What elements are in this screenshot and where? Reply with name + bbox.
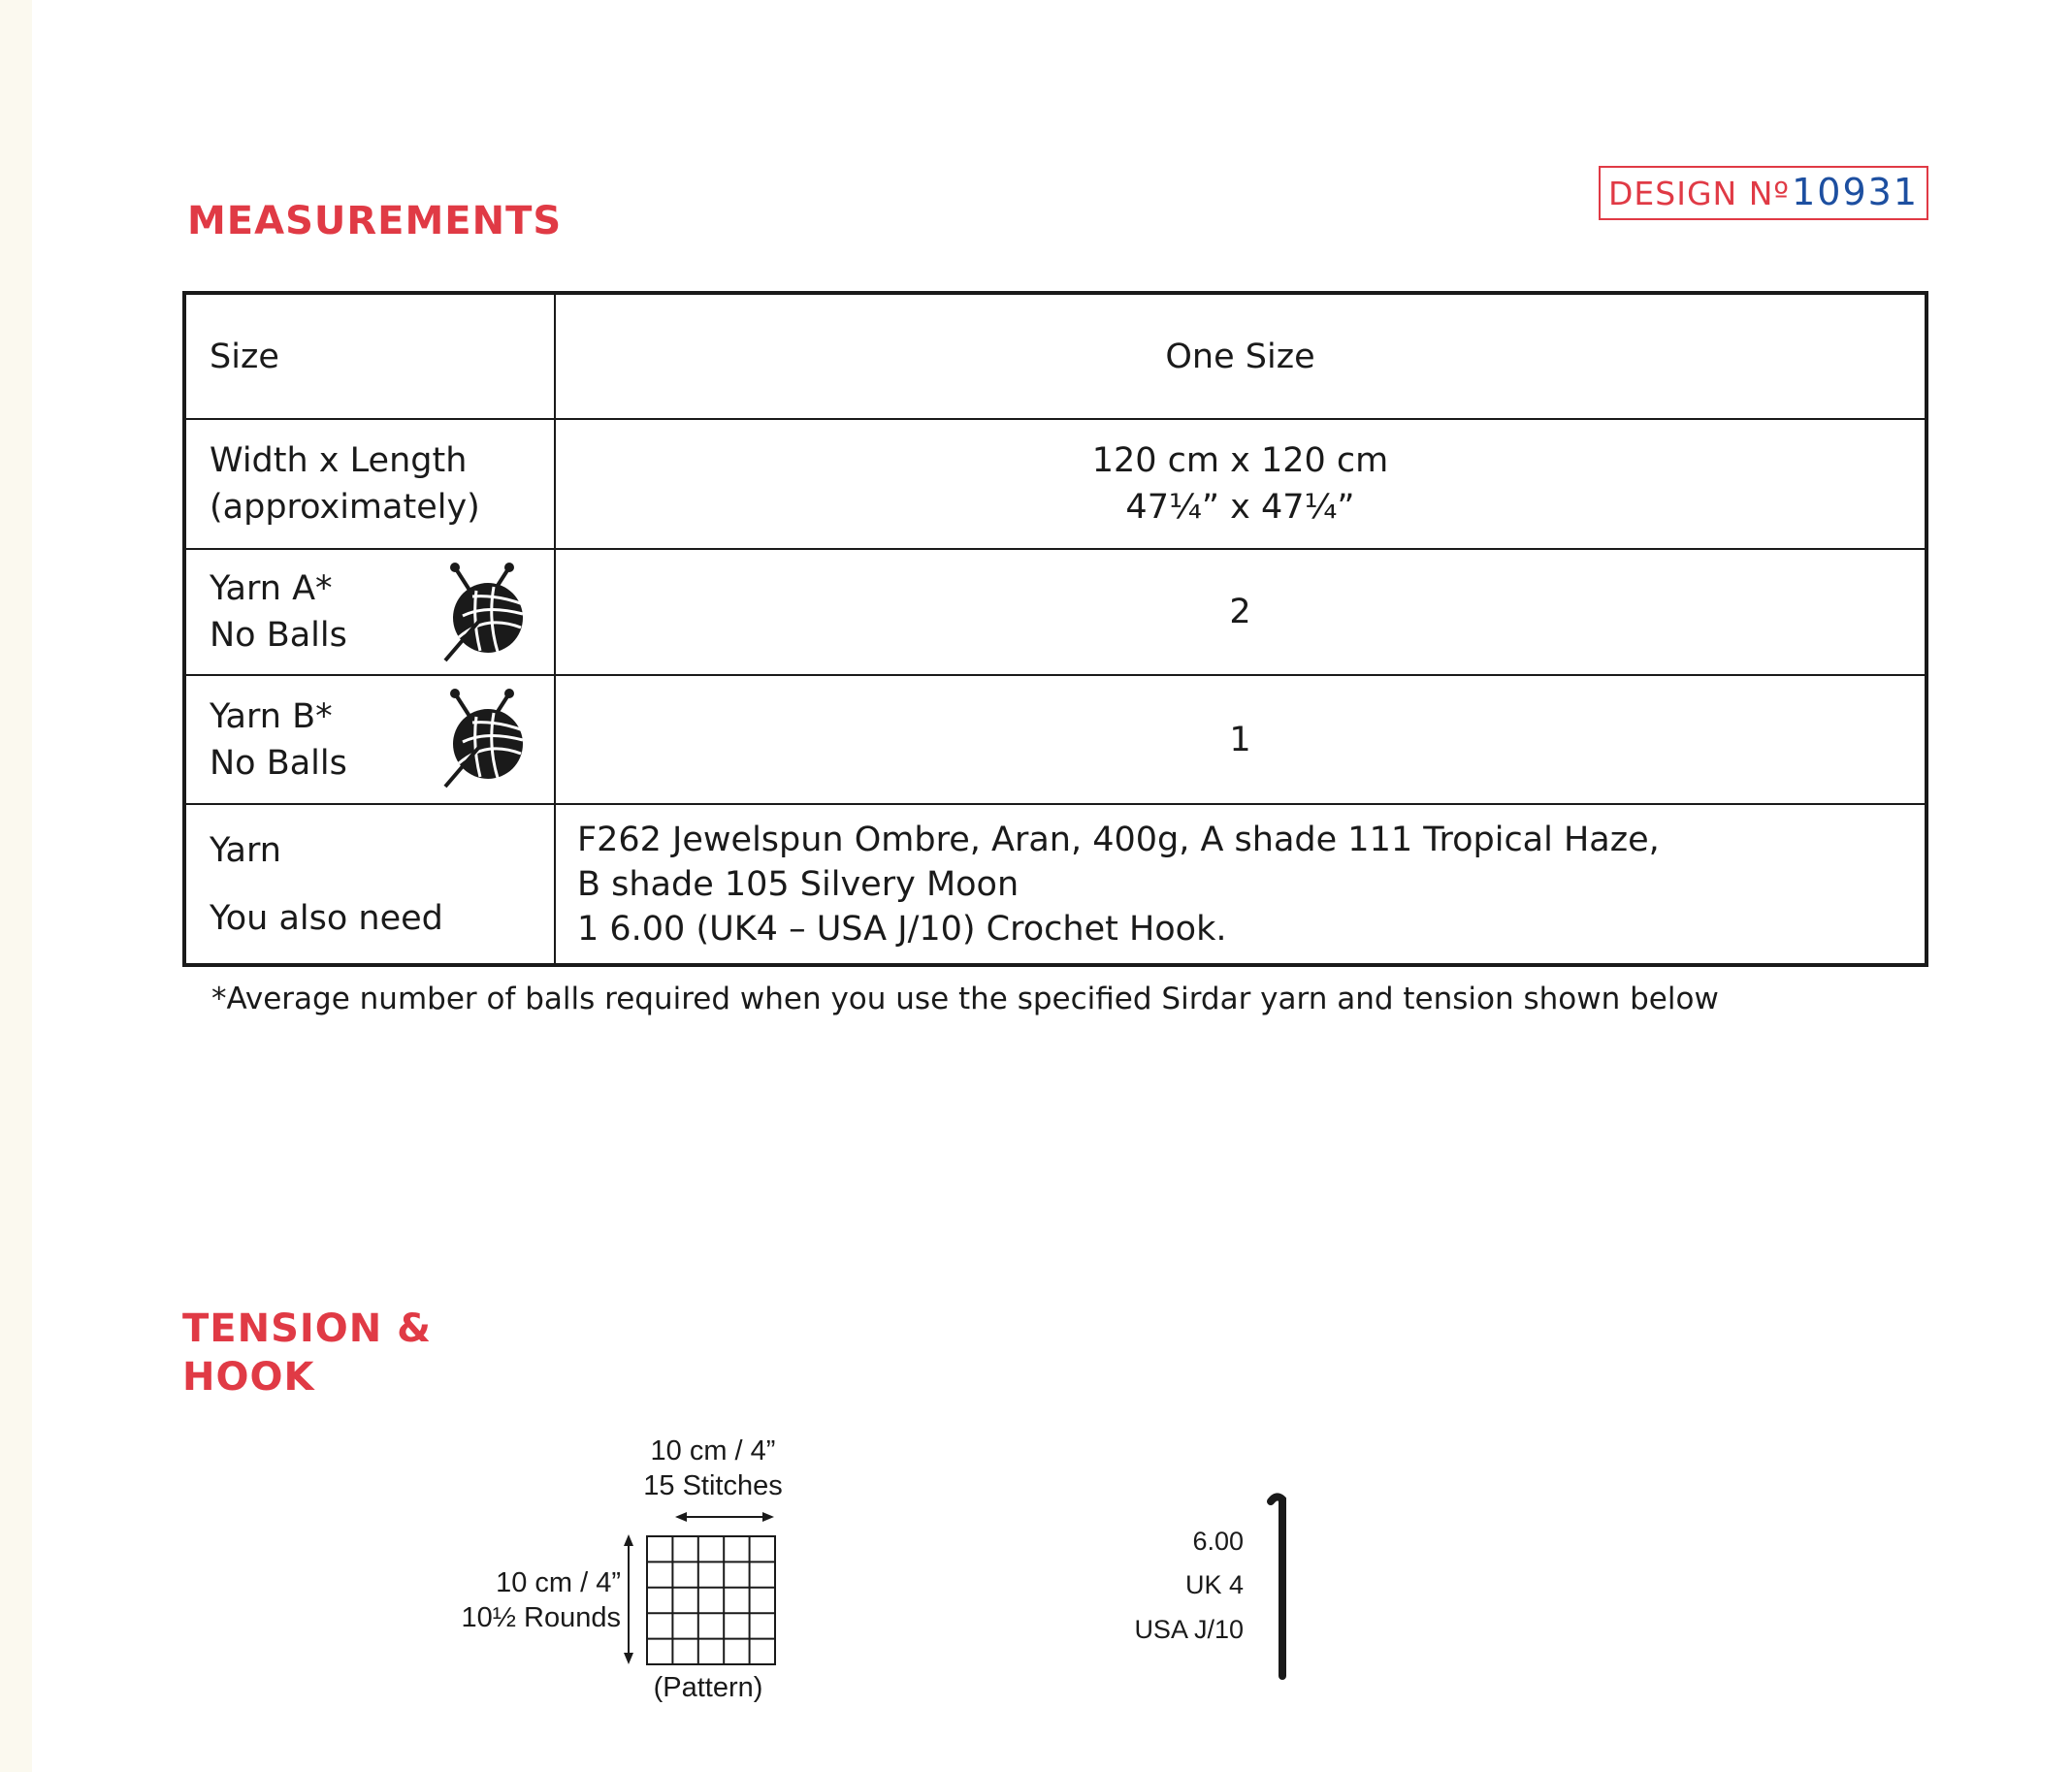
- measurements-heading: MEASUREMENTS: [187, 199, 563, 243]
- row-value: F262 Jewelspun Ombre, Aran, 400g, A shade 111 Tropical Haze, B shade 105 Silvery Moon 1 6.00 (UK4 – USA J/10) Crochet Hook.: [555, 804, 1926, 965]
- design-label: DESIGN Nº: [1608, 175, 1790, 212]
- table-row-yarn-details: [184, 804, 1926, 965]
- stitch-gauge-label: 10 cm / 4” 15 Stitches: [643, 1435, 783, 1501]
- hook-size-uk: UK 4: [1184, 1570, 1244, 1599]
- page-edge-strip: [0, 0, 32, 1772]
- crochet-hook-icon: [1261, 1492, 1290, 1681]
- rounds-gauge-label: 10 cm / 4” 10½ Rounds: [461, 1567, 621, 1633]
- footnote: *Average number of balls required when you use the specified Sirdar yarn and tension shown below: [211, 982, 1719, 1016]
- tension-grid-diagram: [611, 1501, 786, 1671]
- row-value: 2: [555, 549, 1926, 675]
- row-label: Size: [184, 293, 555, 419]
- row-label: Width x Length (approximately): [184, 419, 555, 549]
- measurements-table: [182, 291, 1928, 967]
- yarn-ball-needles-icon: [443, 562, 531, 662]
- yarn-ball-needles-icon: [443, 688, 531, 789]
- row-value: 1: [555, 675, 1926, 804]
- row-value: One Size: [555, 293, 1926, 419]
- hook-size-metric: 6.00: [1192, 1527, 1244, 1556]
- table-row-width-length: [184, 419, 1926, 549]
- row-label: Yarn B* No Balls: [184, 675, 555, 804]
- row-value: 120 cm x 120 cm 47¼” x 47¼”: [555, 419, 1926, 549]
- tension-heading: TENSION & HOOK: [182, 1306, 433, 1400]
- design-number-box: [1599, 166, 1928, 220]
- table-row-size: [184, 293, 1926, 419]
- table-row-yarn-b: [184, 675, 1926, 804]
- pattern-label: (Pattern): [653, 1672, 763, 1703]
- hook-size-usa: USA J/10: [1134, 1615, 1244, 1644]
- row-label: Yarn You also need: [184, 804, 555, 965]
- row-label: Yarn A* No Balls: [184, 549, 555, 675]
- design-number: 10931: [1792, 171, 1919, 213]
- table-row-yarn-a: [184, 549, 1926, 675]
